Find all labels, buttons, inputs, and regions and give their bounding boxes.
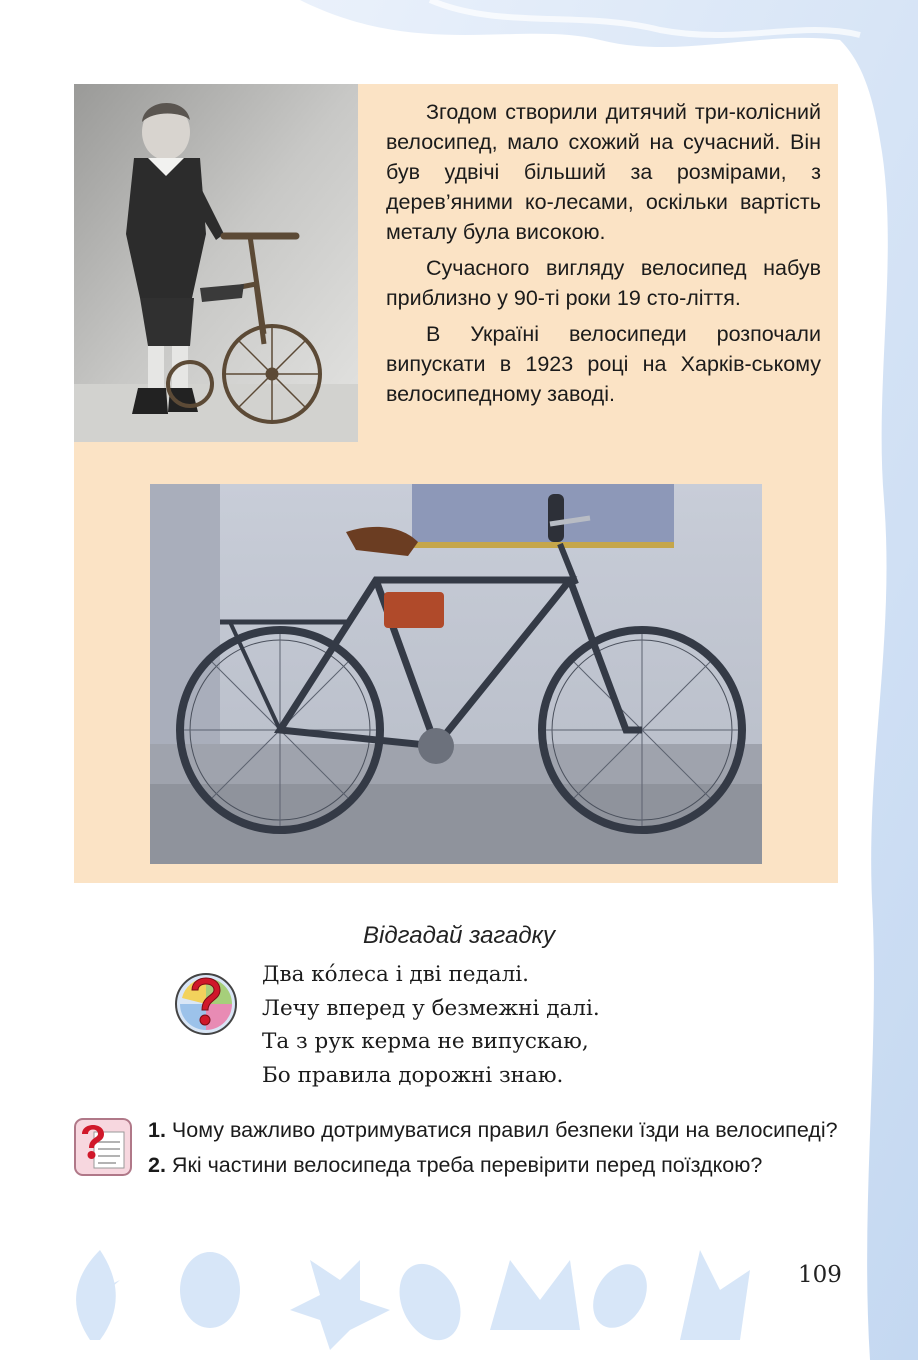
question-text: Чому важливо дотримуватися правил безпеки їзди на велосипеді?: [171, 1118, 838, 1142]
bicycle-photo: [150, 484, 762, 864]
question-item: [148, 1116, 838, 1145]
intro-paragraph-2: Сучасного вигляду велосипед набув приблизно у 90-ті роки 19 сто-ліття.: [386, 256, 821, 310]
boy-with-tricycle-photo: [74, 84, 358, 442]
question-text: Які частини велосипеда треба перевірити перед поїздкою?: [171, 1153, 763, 1177]
poem-line: Два ко́лeса і дві педалі.: [262, 962, 529, 987]
questions-list: [148, 1116, 838, 1186]
riddle-title: Відгадай загадку: [363, 922, 555, 949]
question-sheet-icon: [74, 1118, 132, 1176]
intro-paragraph-3: В Україні велосипеди розпочали випускати в 1923 році на Харків-ському велосипедному заводі.: [386, 322, 821, 406]
leaves-decoration: [60, 1240, 780, 1352]
question-puzzle-icon: [174, 968, 238, 1038]
question-number: 1.: [148, 1118, 166, 1142]
intro-paragraph-1: Згодом створили дитячий три-колісний велосипед, мало схожий на сучасний. Він був удвічі більший за розмірами, з дерев’яними ко-лесами, оскільки вартість металу була високою.: [386, 100, 821, 244]
poem-line: Бо правила дорожні знаю.: [262, 1062, 564, 1088]
poem-line: Лечу вперед у безмежні далі.: [262, 995, 600, 1021]
intro-text: [386, 97, 821, 415]
riddle-poem: [262, 958, 600, 1092]
question-number: 2.: [148, 1153, 166, 1177]
question-item: [148, 1151, 838, 1180]
page-number: 109: [798, 1262, 842, 1288]
poem-line: Та з рук керма не випускаю,: [262, 1029, 589, 1054]
